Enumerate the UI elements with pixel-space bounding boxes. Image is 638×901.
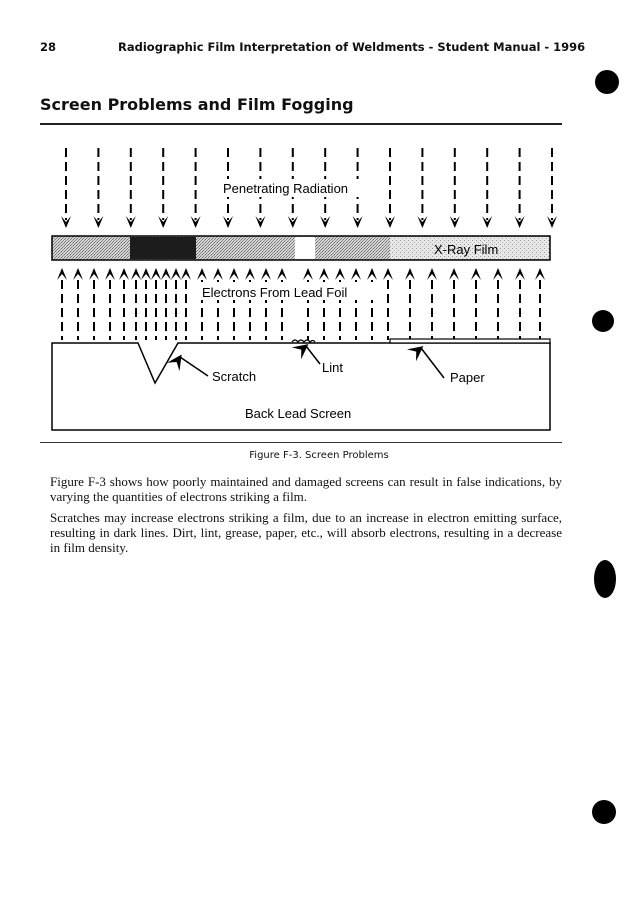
binder-hole [592, 800, 616, 824]
body-paragraph: Scratches may increase electrons striking a film, due to an increase in electron emitting surface, resulting in dark lines. Dirt, lint, grease, paper, etc., will absorb electrons, resulting in a decrease in film density. [50, 510, 562, 555]
electron-arrow-head [535, 268, 545, 280]
electron-arrow-head [319, 268, 329, 280]
electron-arrow-head [405, 268, 415, 280]
electron-arrow-head [277, 268, 287, 280]
electron-arrow-head [161, 268, 171, 280]
electron-arrow-head [229, 268, 239, 280]
lint-blob [292, 340, 315, 342]
xray-film-bar [52, 236, 550, 260]
radiation-arrow-head [158, 216, 168, 228]
radiation-arrow-head [320, 216, 330, 228]
electron-arrow-head [213, 268, 223, 280]
electron-arrow-head [367, 268, 377, 280]
electron-label: Electrons From Lead Foil [202, 285, 348, 300]
xray-film-label: X-Ray Film [434, 242, 499, 257]
electron-arrow-head [261, 268, 271, 280]
electron-arrow-head [493, 268, 503, 280]
caption-rule [40, 442, 562, 443]
radiation-arrow-head [255, 216, 265, 228]
section-title: Screen Problems and Film Fogging [40, 95, 354, 114]
figure-caption: Figure F-3. Screen Problems [249, 450, 389, 461]
dark-density-region [130, 237, 196, 259]
electron-arrows [57, 268, 545, 340]
electron-arrow-head [515, 268, 525, 280]
electron-arrow-head [471, 268, 481, 280]
lint-label: Lint [322, 360, 343, 375]
electron-arrow-head [73, 268, 83, 280]
electron-arrow-head [351, 268, 361, 280]
radiation-arrow-head [288, 216, 298, 228]
electron-arrow-head [151, 268, 161, 280]
screen-problems-figure [40, 140, 564, 435]
electron-arrow-head [105, 268, 115, 280]
electron-arrow-head [141, 268, 151, 280]
electron-arrow-head [181, 268, 191, 280]
light-density-region [295, 237, 315, 259]
electron-arrow-head [57, 268, 67, 280]
paper-label: Paper [450, 370, 485, 385]
electron-arrow-head [197, 268, 207, 280]
radiation-arrow-head [223, 216, 233, 228]
electron-arrow-head [131, 268, 141, 280]
radiation-arrow-head [385, 216, 395, 228]
electron-arrow-head [383, 268, 393, 280]
radiation-arrow-head [417, 216, 427, 228]
radiation-arrow-head [61, 216, 71, 228]
page-number: 28 [40, 40, 57, 54]
back-screen-label: Back Lead Screen [245, 406, 352, 421]
electron-arrow-head [335, 268, 345, 280]
electron-arrow-head [89, 268, 99, 280]
electron-arrow-head [427, 268, 437, 280]
electron-arrow-head [303, 268, 313, 280]
radiation-label: Penetrating Radiation [223, 181, 349, 196]
electron-arrow-head [245, 268, 255, 280]
radiation-arrow-head [93, 216, 103, 228]
body-paragraph: Figure F-3 shows how poorly maintained and damaged screens can result in false indications, by varying the quantities of electrons striking a film. [50, 474, 562, 504]
binder-hole [594, 560, 616, 598]
radiation-arrow-head [482, 216, 492, 228]
title-rule [40, 123, 562, 125]
electron-arrow-head [119, 268, 129, 280]
electron-arrow-head [449, 268, 459, 280]
body-text [50, 474, 562, 561]
radiation-arrow-head [126, 216, 136, 228]
scratch-label: Scratch [212, 369, 257, 384]
binder-hole [595, 70, 619, 94]
binder-hole [592, 310, 614, 332]
radiation-arrow-head [547, 216, 557, 228]
electron-arrow-head [171, 268, 181, 280]
radiation-arrow-head [353, 216, 363, 228]
paper-strip [390, 339, 550, 343]
radiation-arrow-head [450, 216, 460, 228]
running-title: Radiographic Film Interpretation of Weldments - Student Manual - 1996 [118, 40, 586, 54]
radiation-arrow-head [191, 216, 201, 228]
radiation-arrow-head [515, 216, 525, 228]
